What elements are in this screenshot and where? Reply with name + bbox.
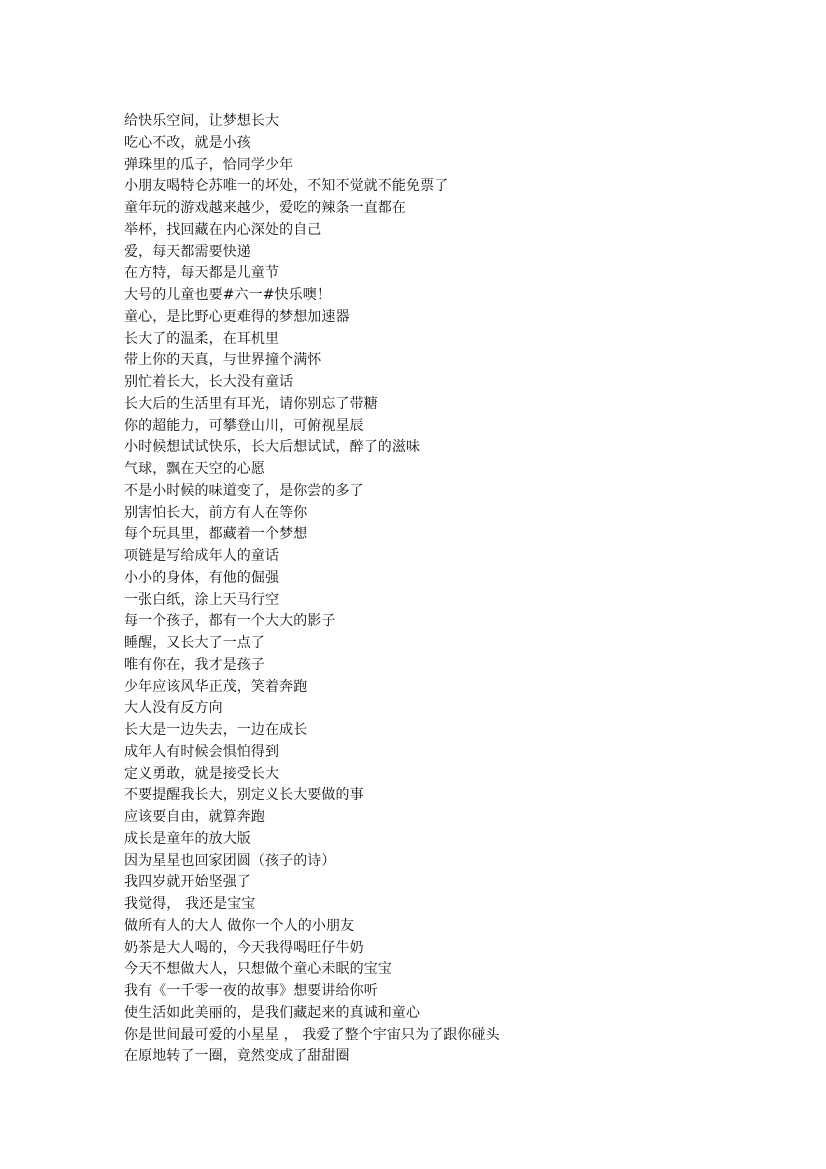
text-line: 气球，飘在天空的心愿 bbox=[124, 461, 265, 477]
text-line: 童心，是比野心更难得的梦想加速器 bbox=[124, 308, 350, 325]
text-line: 成长是童年的放大版 bbox=[124, 830, 251, 847]
text-line: 在方特，每天都是儿童节 bbox=[124, 265, 280, 282]
text-line: 你的超能力，可攀登山川，可俯视星辰 bbox=[124, 417, 364, 434]
text-line: 成年人有时候会惧怕得到 bbox=[124, 743, 280, 760]
text-line: 爱，每天都需要快递 bbox=[124, 243, 251, 260]
text-line: 别害怕长大，前方有人在等你 bbox=[124, 504, 308, 521]
text-line: 不要提醒我长大，别定义长大要做的事 bbox=[124, 787, 364, 804]
text-line: 长大是一边失去，一边在成长 bbox=[124, 722, 308, 738]
text-line: 别忙着长大，长大没有童话 bbox=[124, 374, 294, 390]
text-line: 一张白纸，涂上天马行空 bbox=[124, 591, 280, 608]
text-line: 做所有人的大人 做你一个人的小朋友 bbox=[124, 917, 355, 934]
text-line: 奶茶是大人喝的，今天我得喝旺仔牛奶 bbox=[124, 939, 364, 956]
text-line: 使生活如此美丽的，是我们藏起来的真诚和童心 bbox=[124, 1004, 421, 1021]
text-line: 在原地转了一圈，竟然变成了甜甜圈 bbox=[124, 1048, 350, 1065]
text-line: 吃心不改，就是小孩 bbox=[124, 134, 251, 151]
text-line: 大人没有反方向 bbox=[124, 700, 223, 717]
text-line: 每一个孩子，都有一个大大的影子 bbox=[124, 613, 336, 630]
text-line: 带上你的天真，与世界撞个满怀 bbox=[124, 352, 322, 369]
text-line: 小朋友喝特仑苏唯一的坏处，不知不觉就不能免票了 bbox=[124, 178, 449, 195]
text-line: 应该要自由，就算奔跑 bbox=[124, 809, 265, 825]
text-line: 唯有你在，我才是孩子 bbox=[124, 656, 265, 673]
text-line: 项链是写给成年人的童话 bbox=[124, 548, 280, 564]
text-lines bbox=[124, 111, 500, 1068]
text-line: 小时候想试试快乐，长大后想试试，醉了的滋味 bbox=[124, 439, 421, 456]
text-line: 定义勇敢，就是接受长大 bbox=[124, 765, 280, 782]
text-line: 少年应该风华正茂，笑着奔跑 bbox=[124, 678, 308, 695]
text-line: 大号的儿童也要#六一#快乐噢！ bbox=[124, 287, 331, 303]
text-line: 弹珠里的瓜子，恰同学少年 bbox=[124, 156, 294, 173]
text-line: 我有《一千零一夜的故事》想要讲给你听 bbox=[124, 983, 378, 999]
text-line: 小小的身体，有他的倔强 bbox=[124, 569, 280, 586]
text-line: 给快乐空间，让梦想长大 bbox=[124, 113, 280, 129]
text-line: 睡醒，又长大了一点了 bbox=[124, 635, 265, 651]
text-line: 童年玩的游戏越来越少，爱吃的辣条一直都在 bbox=[124, 200, 406, 216]
text-line: 今天不想做大人，只想做个童心未眠的宝宝 bbox=[124, 961, 392, 978]
text-line: 长大了的温柔，在耳机里 bbox=[124, 330, 280, 347]
text-line: 举杯，找回藏在内心深处的自己 bbox=[124, 221, 322, 238]
text-line: 我觉得， 我还是宝宝 bbox=[124, 896, 256, 912]
text-line: 长大后的生活里有耳光，请你别忘了带糖 bbox=[124, 395, 378, 412]
text-line: 你是世间最可爱的小星星 ， 我爱了整个宇宙只为了跟你碰头 bbox=[124, 1026, 500, 1043]
text-line: 不是小时候的味道变了，是你尝的多了 bbox=[124, 482, 364, 499]
text-line: 因为星星也回家团圆（孩子的诗） bbox=[124, 852, 336, 869]
text-line: 每个玩具里，都藏着一个梦想 bbox=[124, 526, 308, 543]
text-line: 我四岁就开始坚强了 bbox=[124, 874, 251, 891]
